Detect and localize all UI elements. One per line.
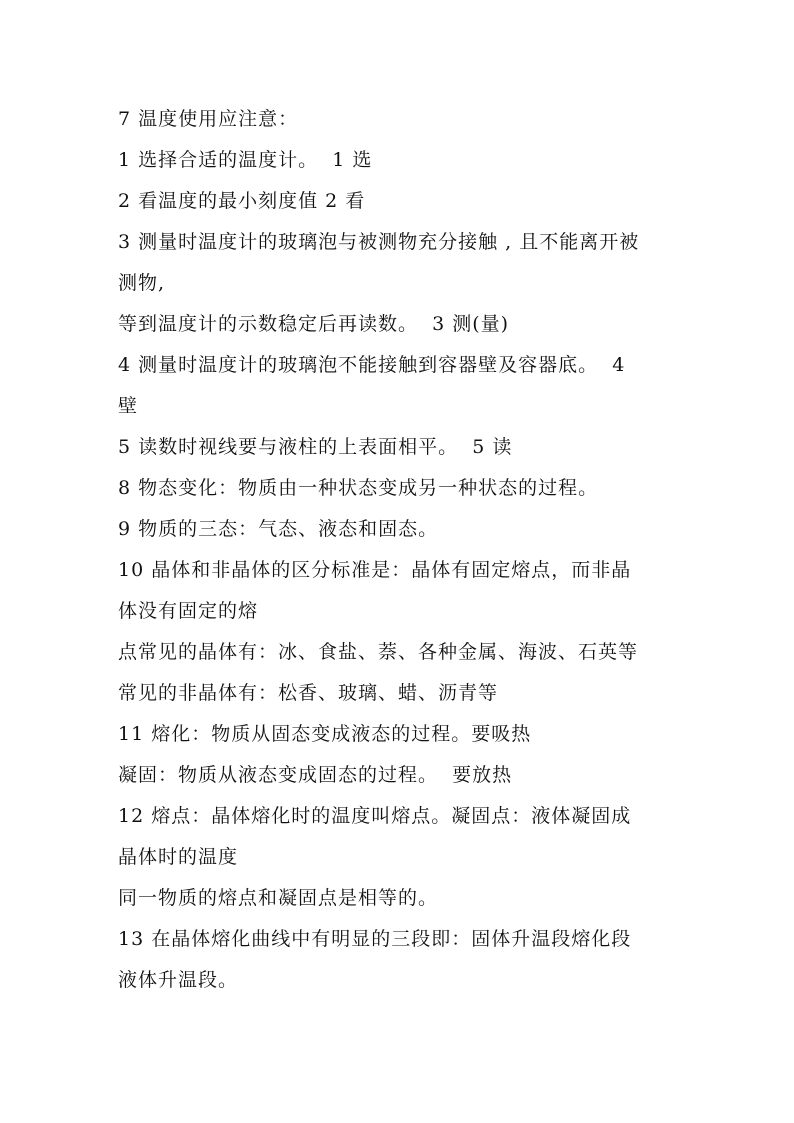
text-line: 晶体时的温度	[118, 846, 239, 868]
text-line: 5 读数时视线要与液柱的上表面相平。 5 读	[118, 436, 513, 458]
text-line: 9 物质的三态：气态、液态和固态。	[118, 518, 439, 540]
text-line: 13 在晶体熔化曲线中有明显的三段即：固体升温段熔化段	[118, 928, 632, 950]
text-line: 10 晶体和非晶体的区分标准是：晶体有固定熔点，而非晶	[118, 559, 632, 581]
text-line: 壁	[118, 395, 139, 417]
text-line: 11 熔化：物质从固态变成液态的过程。要吸热	[118, 723, 532, 745]
text-line: 测物,	[118, 272, 166, 294]
text-line: 1 选择合适的温度计。 1 选	[118, 149, 373, 171]
text-line: 3 测量时温度计的玻璃泡与被测物充分接触 , 且不能离开被	[118, 231, 640, 253]
text-line: 4 测量时温度计的玻璃泡不能接触到容器壁及容器底。 4	[118, 354, 626, 376]
text-line: 2 看温度的最小刻度值 2 看	[118, 190, 366, 212]
text-line: 常见的非晶体有：松香、玻璃、蜡、沥青等	[118, 682, 499, 704]
text-line: 12 熔点：晶体熔化时的温度叫熔点。凝固点：液体凝固成	[118, 805, 632, 827]
text-line: 凝固：物质从液态变成固态的过程。 要放热	[118, 764, 513, 786]
text-line: 液体升温段。	[118, 969, 239, 991]
text-line: 体没有固定的熔	[118, 600, 259, 622]
text-line: 7 温度使用应注意：	[118, 108, 299, 130]
text-line: 点常见的晶体有：冰、食盐、萘、各种金属、海波、石英等	[118, 641, 639, 663]
text-line: 8 物态变化：物质由一种状态变成另一种状态的过程。	[118, 477, 599, 499]
document-body	[118, 99, 688, 1001]
text-line: 同一物质的熔点和凝固点是相等的。	[118, 887, 439, 909]
text-line: 等到温度计的示数稳定后再读数。 3 测(量)	[118, 313, 510, 335]
